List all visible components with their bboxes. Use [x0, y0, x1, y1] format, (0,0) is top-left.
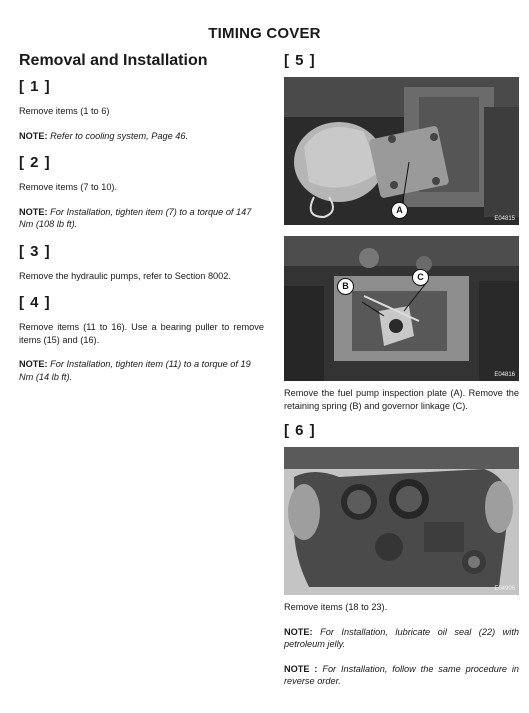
step-6-label: [ 6 ] [284, 422, 316, 439]
photo-code: E04906 [494, 586, 515, 592]
photo-code: E04815 [494, 216, 515, 222]
step-6-note-2 [284, 663, 519, 688]
photo-inspection-plate [284, 77, 519, 225]
step-2-label: [ 2 ] [19, 154, 51, 171]
step-6-caption: Remove items (18 to 23). [284, 602, 388, 612]
note-text: For Installation, tighten item (7) to a torque of 147 Nm (108 lb ft). [19, 206, 252, 229]
note-label: NOTE: [19, 130, 48, 141]
section-heading: Removal and Installation [19, 52, 208, 69]
note-text: For Installation, tighten item (11) to a torque of 19 Nm (14 lb ft). [19, 359, 251, 382]
step-5-caption: Remove the fuel pump inspection plate (A). Remove the retaining spring (B) and governor linkage (C). [284, 388, 519, 411]
photo-governor-linkage [284, 236, 519, 381]
callout-a: A [391, 202, 408, 219]
left-column [19, 52, 264, 395]
callout-b: B [337, 278, 354, 295]
step-2-note [19, 206, 264, 231]
note-text: Refer to cooling system, Page 46. [50, 130, 189, 141]
note-label: NOTE: [19, 359, 48, 369]
note-text: For Installation, follow the same procedure in reverse order. [284, 663, 520, 686]
right-column [284, 52, 519, 700]
step-6-note-1 [284, 626, 519, 651]
note-label: NOTE : [284, 663, 318, 674]
step-4-label: [ 4 ] [19, 294, 51, 311]
step-5-label: [ 5 ] [284, 52, 316, 69]
step-2-text: Remove items (7 to 10). [19, 182, 118, 192]
note-label: NOTE: [284, 626, 313, 637]
callout-c: C [412, 269, 429, 286]
step-4-note [19, 358, 264, 383]
photo-governor-linkage-image [284, 236, 519, 381]
photo-timing-cover [284, 447, 519, 595]
note-label: NOTE: [19, 206, 48, 217]
step-4-text: Remove items (11 to 16). Use a bearing puller to remove items (15) and (16). [19, 322, 264, 345]
step-1-label: [ 1 ] [19, 78, 51, 95]
photo-timing-cover-image [284, 447, 519, 595]
note-text: For Installation, lubricate oil seal (22) with petroleum jelly. [284, 626, 519, 649]
step-1-note [19, 130, 264, 143]
photo-code: E04816 [494, 372, 515, 378]
step-1-text: Remove items (1 to 6) [19, 106, 110, 116]
page-title: TIMING COVER [208, 25, 321, 42]
step-3-text: Remove the hydraulic pumps, refer to Section 8002. [19, 270, 231, 281]
step-3-label: [ 3 ] [19, 242, 51, 260]
